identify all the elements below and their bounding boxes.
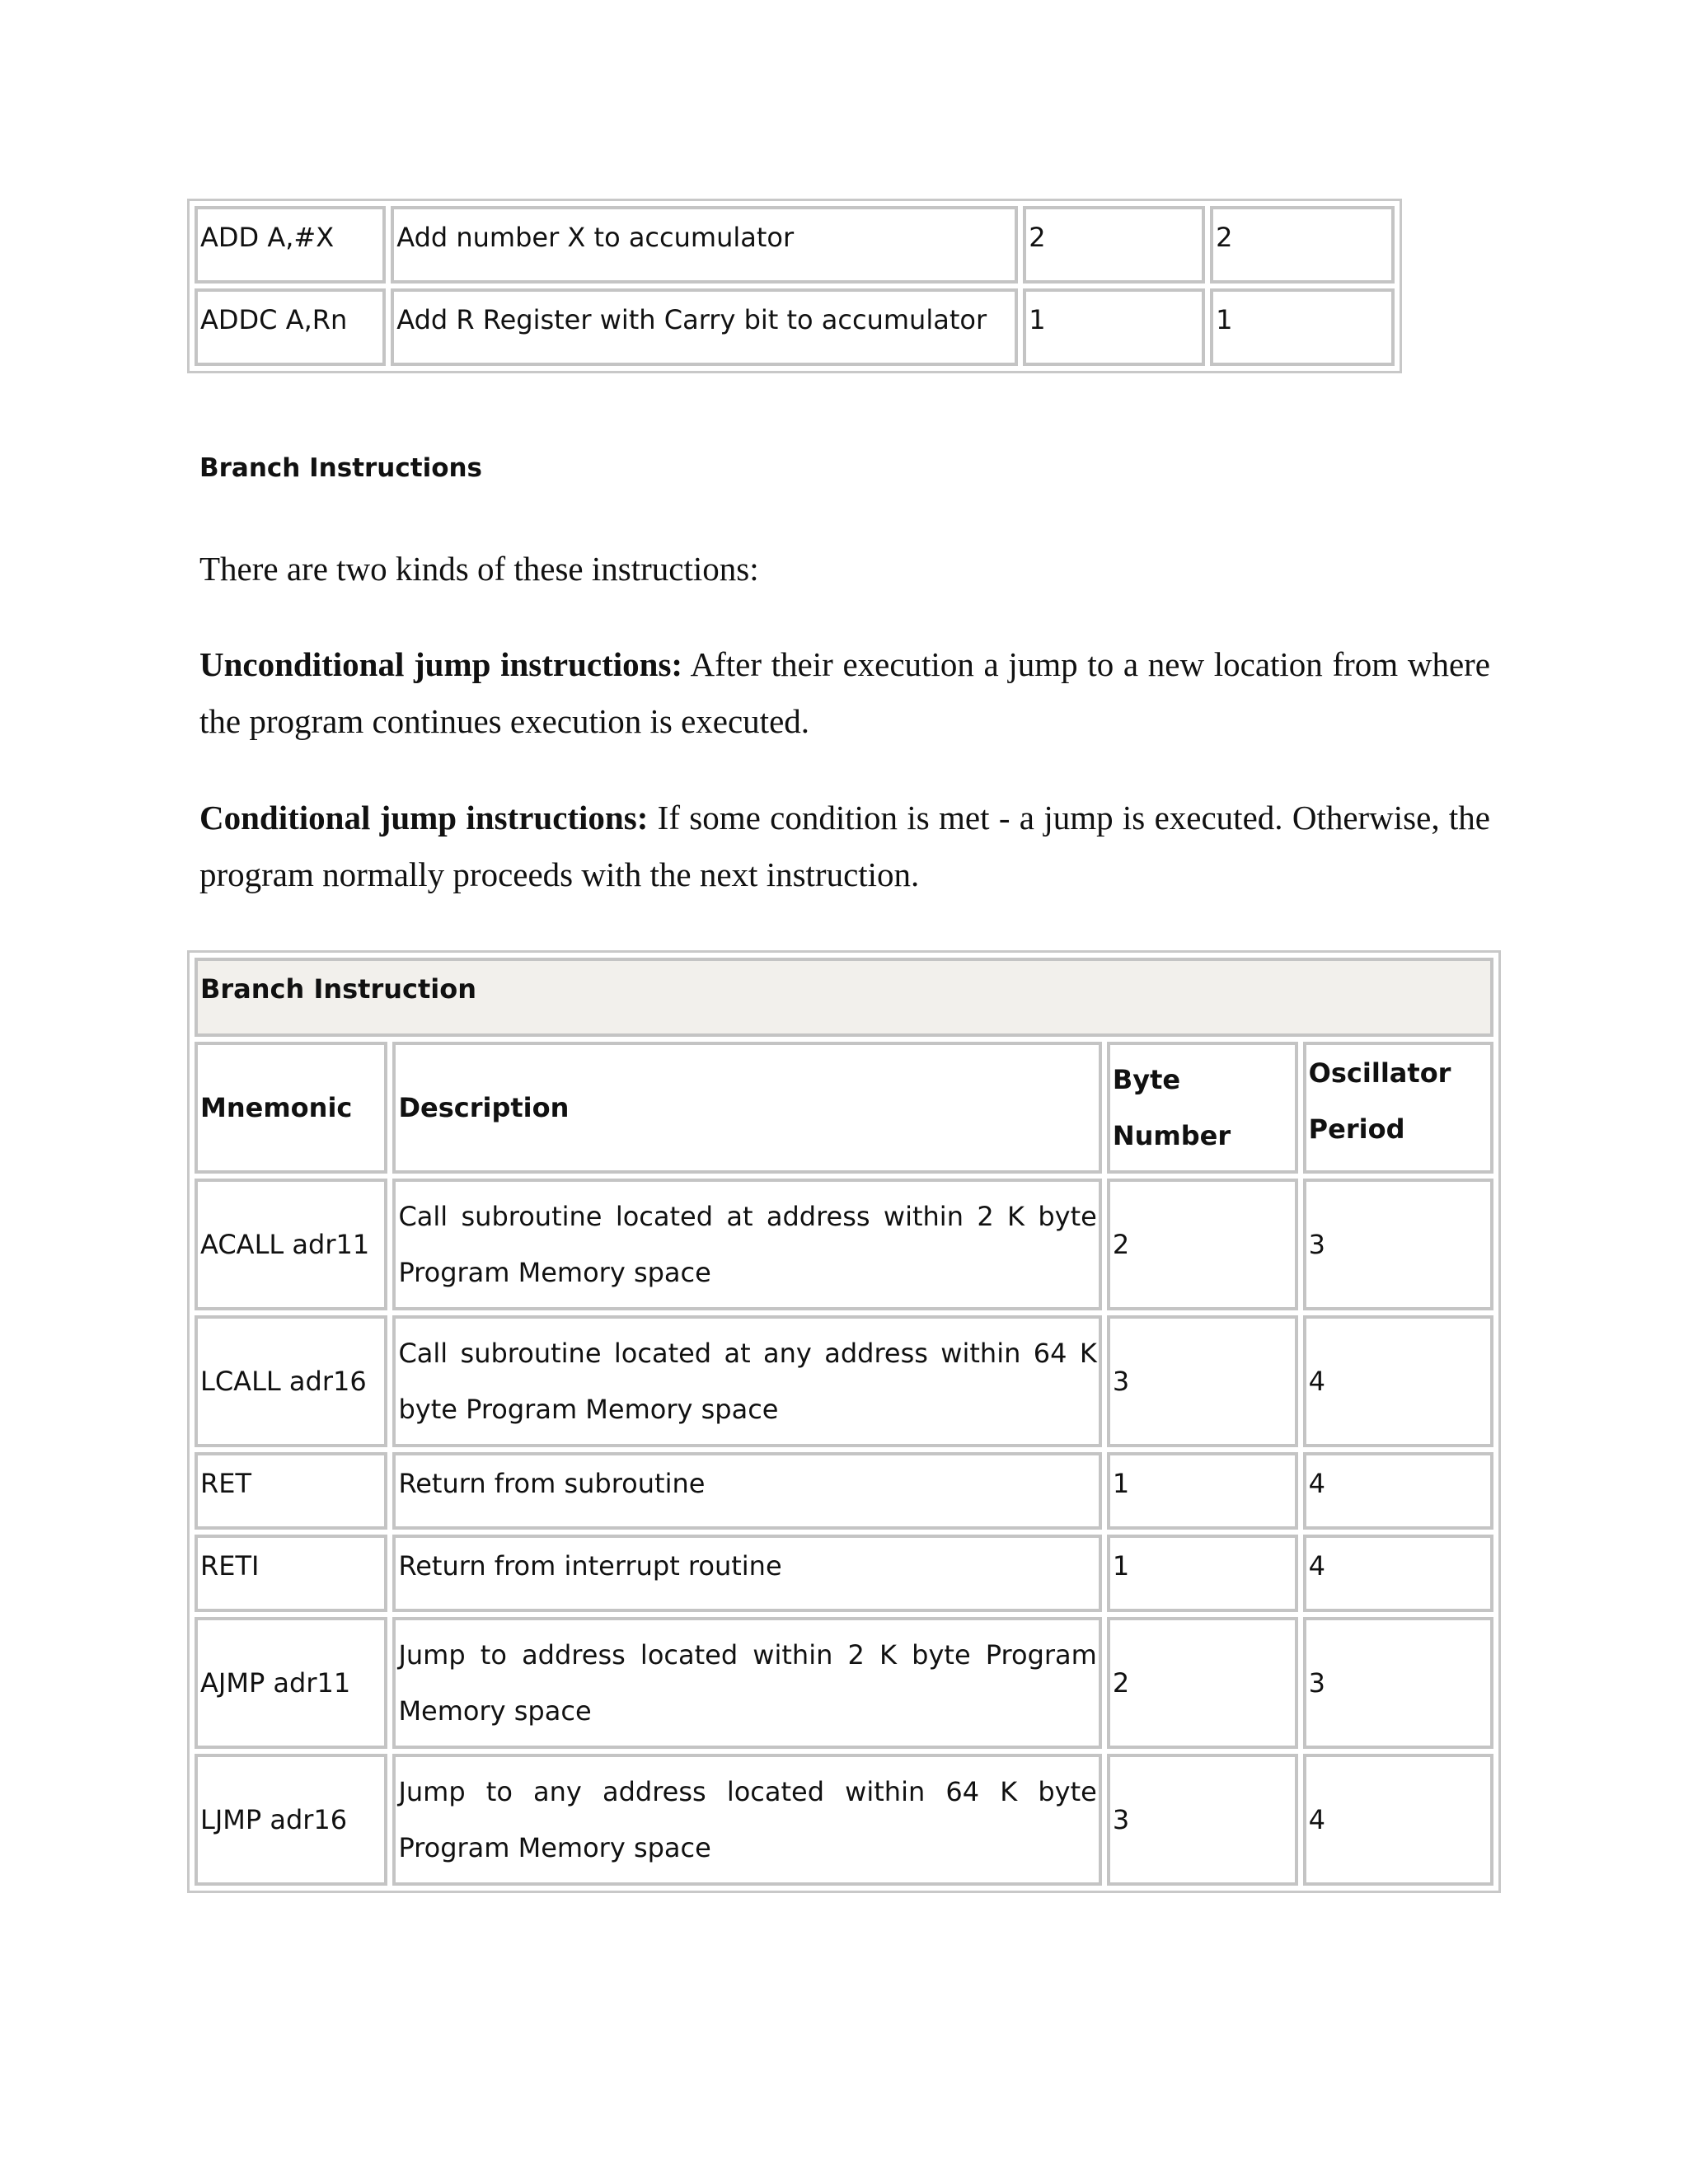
- byte-number-cell: 1: [1107, 1535, 1298, 1612]
- oscillator-period-cell: 1: [1210, 288, 1395, 366]
- conditional-text: If some condition is met - a jump is executed. Otherwise, the program normally proceeds with the next instruction.: [199, 799, 1490, 893]
- byte-number-cell: 3: [1107, 1315, 1298, 1447]
- description-cell: Return from interrupt routine: [392, 1535, 1101, 1612]
- conditional-label: Conditional jump instructions:: [199, 799, 649, 837]
- byte-number-cell: 2: [1023, 206, 1205, 284]
- description-cell: Call subroutine located at address within 2 K byte Program Memory space: [392, 1179, 1101, 1310]
- byte-number-cell: 3: [1107, 1754, 1298, 1886]
- oscillator-period-cell: 2: [1210, 206, 1395, 284]
- header-mnemonic: Mnemonic: [195, 1042, 387, 1174]
- table-row: [195, 1535, 1493, 1612]
- table-row: [195, 1315, 1493, 1447]
- unconditional-text: After their execution a jump to a new location from where the program continues execution is executed.: [199, 645, 1490, 740]
- table-row: [195, 206, 1395, 284]
- description-cell: Jump to any address located within 64 K byte Program Memory space: [392, 1754, 1101, 1886]
- header-description: Description: [392, 1042, 1101, 1174]
- oscillator-period-cell: 3: [1303, 1617, 1493, 1749]
- oscillator-period-cell: 4: [1303, 1452, 1493, 1530]
- oscillator-period-cell: 4: [1303, 1315, 1493, 1447]
- mnemonic-cell: RET: [195, 1452, 387, 1530]
- oscillator-period-cell: 4: [1303, 1535, 1493, 1612]
- table-header-row: [195, 1042, 1493, 1174]
- section-heading: Branch Instructions: [199, 453, 483, 483]
- description-cell: Add R Register with Carry bit to accumulator: [391, 288, 1018, 366]
- table-row: [195, 1617, 1493, 1749]
- table-title-row: [195, 958, 1493, 1037]
- table-title: Branch Instruction: [195, 958, 1493, 1037]
- unconditional-label: Unconditional jump instructions:: [199, 645, 683, 683]
- oscillator-period-cell: 3: [1303, 1179, 1493, 1310]
- byte-number-cell: 1: [1023, 288, 1205, 366]
- mnemonic-cell: ADD A,#X: [195, 206, 386, 284]
- unconditional-paragraph: [199, 636, 1490, 750]
- arithmetic-instruction-table: [187, 199, 1402, 373]
- description-cell: Return from subroutine: [392, 1452, 1101, 1530]
- table-row: [195, 288, 1395, 366]
- byte-number-cell: 2: [1107, 1179, 1298, 1310]
- branch-instruction-table: [187, 950, 1501, 1893]
- mnemonic-cell: ADDC A,Rn: [195, 288, 386, 366]
- table-row: [195, 1452, 1493, 1530]
- mnemonic-cell: RETI: [195, 1535, 387, 1612]
- byte-number-cell: 2: [1107, 1617, 1298, 1749]
- oscillator-period-cell: 4: [1303, 1754, 1493, 1886]
- mnemonic-cell: ACALL adr11: [195, 1179, 387, 1310]
- conditional-paragraph: [199, 790, 1490, 903]
- header-byte-number: Byte Number: [1107, 1042, 1298, 1174]
- description-cell: Add number X to accumulator: [391, 206, 1018, 284]
- table-row: [195, 1754, 1493, 1886]
- intro-paragraph: There are two kinds of these instructions:: [199, 550, 759, 588]
- byte-number-cell: 1: [1107, 1452, 1298, 1530]
- description-cell: Call subroutine located at any address within 64 K byte Program Memory space: [392, 1315, 1101, 1447]
- header-oscillator-period: Oscillator Period: [1303, 1042, 1493, 1174]
- mnemonic-cell: LJMP adr16: [195, 1754, 387, 1886]
- mnemonic-cell: LCALL adr16: [195, 1315, 387, 1447]
- description-cell: Jump to address located within 2 K byte Program Memory space: [392, 1617, 1101, 1749]
- table-row: [195, 1179, 1493, 1310]
- mnemonic-cell: AJMP adr11: [195, 1617, 387, 1749]
